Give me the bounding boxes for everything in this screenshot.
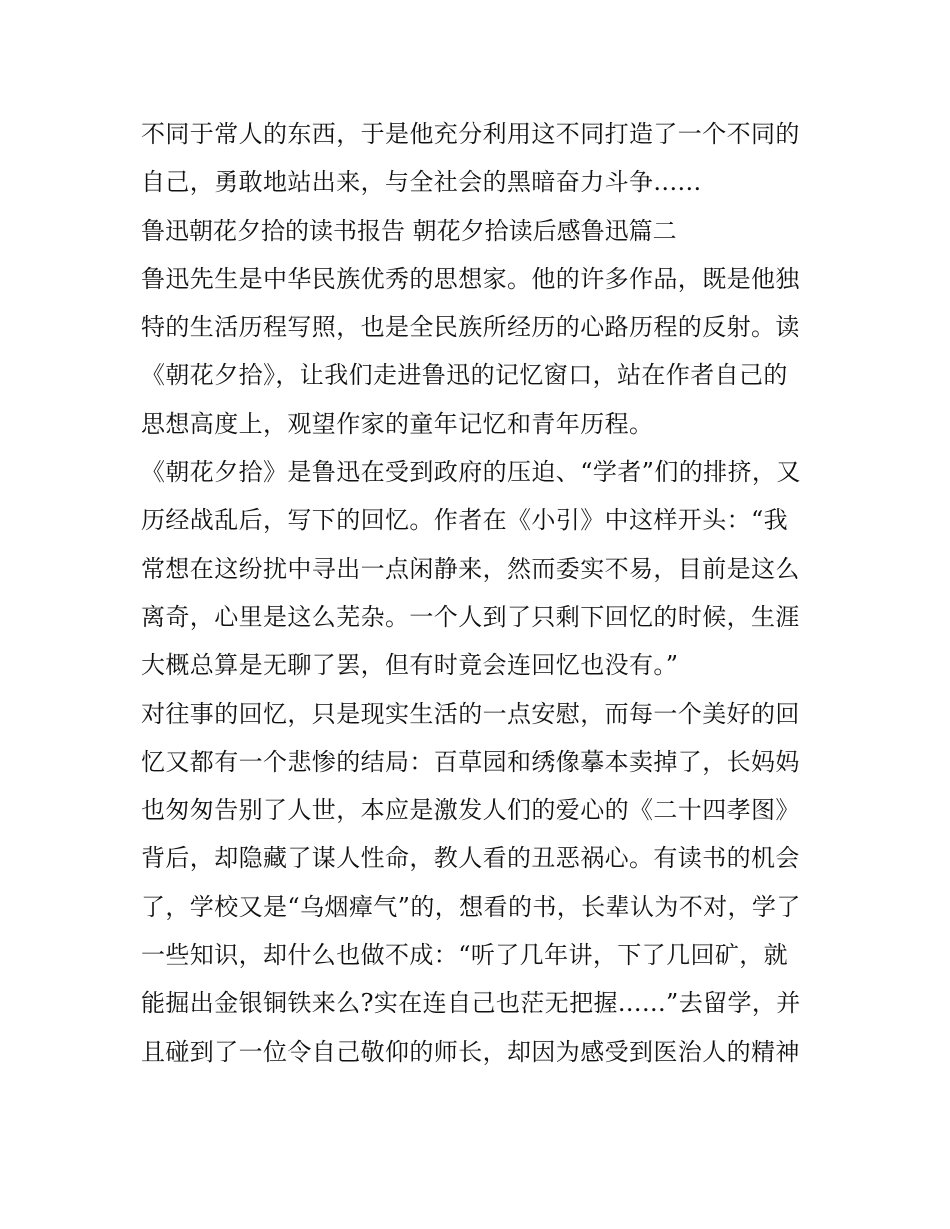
text-line: 大概总算是无聊了罢，但有时竟会连回忆也没有。” <box>141 651 679 680</box>
section-heading: 鲁迅朝花夕拾的读书报告 朝花夕拾读后感鲁迅篇二 <box>141 216 677 245</box>
text-line: 常想在这纷扰中寻出一点闲静来，然而委实不易，目前是这么 <box>141 554 800 583</box>
text-line: 历经战乱后，写下的回忆。作者在《小引》中这样开头：“我 <box>141 506 789 535</box>
text-line: 自己，勇敢地站出来，与全社会的黑暗奋力斗争...... <box>141 168 702 197</box>
text-line: 特的生活历程写照，也是全民族所经历的心路历程的反射。读 <box>141 313 800 342</box>
body-text <box>141 110 821 1076</box>
text-line: 离奇，心里是这么芜杂。一个人到了只剩下回忆的时候，生涯 <box>141 602 800 631</box>
text-line: 能掘出金银铜铁来么?实在连自己也茫无把握......”去留学，并 <box>141 989 801 1018</box>
text-line: 也匆匆告别了人世，本应是激发人们的爱心的《二十四孝图》 <box>141 796 800 825</box>
text-line: 背后，却隐藏了谋人性命，教人看的丑恶祸心。有读书的机会 <box>141 844 800 873</box>
text-line: 《朝花夕拾》是鲁迅在受到政府的压迫、“学者”们的排挤，又 <box>141 458 801 487</box>
text-line: 一些知识，却什么也做不成：“听了几年讲，下了几回矿，就 <box>141 941 789 970</box>
text-line: 了，学校又是“乌烟瘴气”的，想看的书，长辈认为不对，学了 <box>141 892 801 921</box>
text-line: 对往事的回忆，只是现实生活的一点安慰，而每一个美好的回 <box>141 699 800 728</box>
text-line: 鲁迅先生是中华民族优秀的思想家。他的许多作品，既是他独 <box>141 264 800 293</box>
text-line: 忆又都有一个悲惨的结局：百草园和绣像摹本卖掉了，长妈妈 <box>141 747 800 776</box>
text-line: 思想高度上，观望作家的童年记忆和青年历程。 <box>141 409 654 438</box>
text-line: 《朝花夕拾》，让我们走进鲁迅的记忆窗口，站在作者自己的 <box>141 361 788 390</box>
text-line: 且碰到了一位令自己敬仰的师长，却因为感受到医治人的精神 <box>141 1037 800 1066</box>
text-line: 不同于常人的东西，于是他充分利用这不同打造了一个不同的 <box>141 120 800 148</box>
